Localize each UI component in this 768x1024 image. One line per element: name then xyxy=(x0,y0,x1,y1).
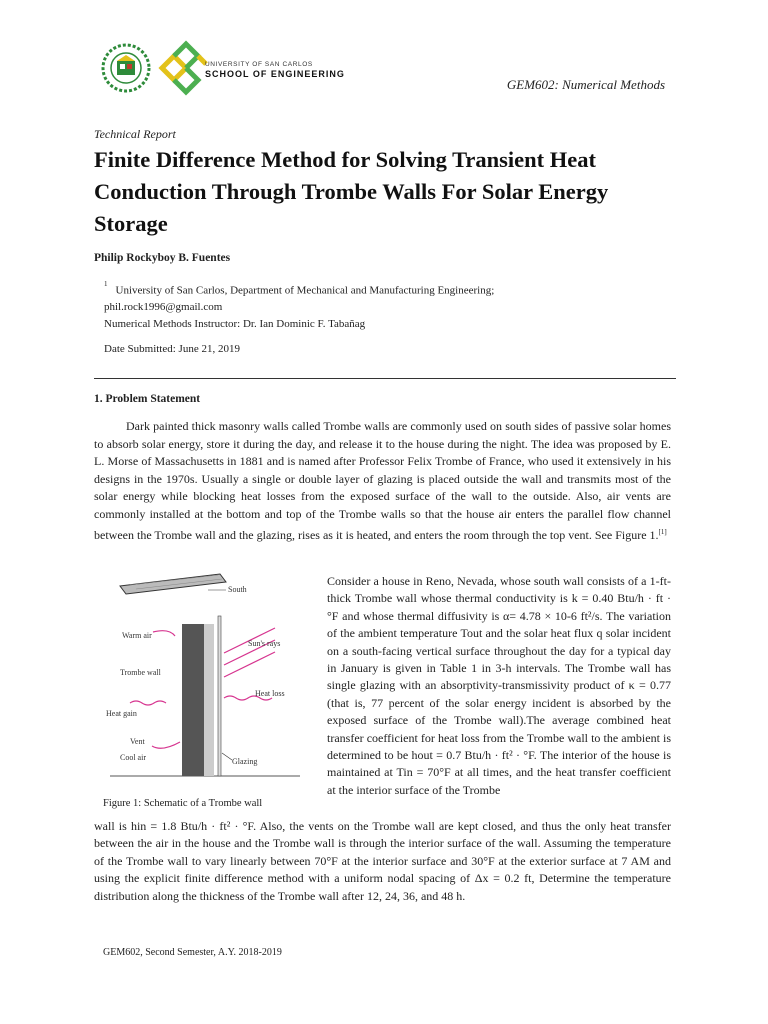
label-warm-air: Warm air xyxy=(122,631,152,640)
affiliation xyxy=(104,279,664,315)
date-submitted: Date Submitted: June 21, 2019 xyxy=(104,343,240,355)
label-heat-gain: Heat gain xyxy=(106,709,137,718)
label-trombe-wall: Trombe wall xyxy=(120,668,161,677)
roof xyxy=(120,574,226,594)
label-cool-air: Cool air xyxy=(120,753,146,762)
paper-title: Finite Difference Method for Solving Transient Heat Conduction Through Trombe Walls For Solar Energy Storage xyxy=(94,147,609,236)
affiliation-marker: 1 xyxy=(104,280,108,288)
engineering-knot-icon xyxy=(162,44,206,92)
paragraph xyxy=(94,418,671,544)
glazing-pane xyxy=(218,616,221,776)
citation-ref[interactable]: [1] xyxy=(658,527,667,536)
figure-caption: Figure 1: Schematic of a Trombe wall xyxy=(103,798,263,809)
author-name: Philip Rockyboy B. Fuentes xyxy=(94,252,231,264)
university-name: UNIVERSITY OF SAN CARLOS xyxy=(205,61,313,68)
label-south: South xyxy=(228,585,247,594)
author-email[interactable]: phil.rock1996@gmail.com xyxy=(104,300,223,313)
university-seal-icon xyxy=(100,40,210,96)
label-vent: Vent xyxy=(130,737,145,746)
affiliation-text: University of San Carlos, Department of Mechanical and Manufacturing Engineering; xyxy=(115,284,495,297)
divider xyxy=(94,378,676,379)
paragraph: Consider a house in Reno, Nevada, whose south wall consists of a 1-ft-thick Trombe wall whose thermal conductivity is k = 0.40 Btu/h · ft · °F and whose thermal diffusivity is α= 4.78 × 10-6 ft²/s. The variation of the ambient temperature Tout and the solar heat flux q solar incident on a south-facing vertical surface throughout the day for a typical day in January is given in Table 1 in 3-h intervals. The Trombe wall has single glazing with an absorptivity-transmissivity product of κ = 0.77 (that is, 77 percent of the solar energy incident is absorbed by the exposed surface of the Trombe wall).The average combined heat transfer coefficient for heat loss from the Trombe wall to the ambient is determined to be hout = 0.7 Btu/h · ft² · °F. The interior of the house is maintained at Tin = 70°F at all times, and the heat transfer coefficient at the interior surface of the Trombe xyxy=(327,574,671,797)
report-type: Technical Report xyxy=(94,127,176,141)
paragraph: wall is hin = 1.8 Btu/h · ft² · °F. Also, the vents on the Trombe wall are kept closed, and thus the only heat transfer between the air in the house and the Trombe wall is through the interior surface of the wall. Assuming the temperature of the Trombe wall to vary linearly between 70°F at the interior surface and 30°F at the exterior surface at 7 AM and using the explicit finite difference method with a uniform nodal spacing of Δx = 0.2 ft, Determine the temperature distribution along the thickness of the Trombe wall after 12, 24, 36, and 48 h. xyxy=(94,819,671,903)
label-suns-rays: Sun's rays xyxy=(248,639,281,648)
instructor-line: Numerical Methods Instructor: Dr. Ian Dominic F. Tabañag xyxy=(104,318,366,330)
trombe-wall-figure xyxy=(100,568,305,793)
paragraph-text: Dark painted thick masonry walls called Trombe walls are commonly used on south sides of passive solar homes to absorb solar energy, store it during the day, and release it to the house during the night. The idea was proposed by E. L. Morse of Massachusetts in 1881 and is named after Professor Felix Trombe of France, who used it extensively in his designs in the 1970s. Usually a single or double layer of glazing is placed outside the wall and transmits most of the solar energy while blocking heat losses from the exposed surface of the wall to the outside. Also, air vents are commonly installed at the bottom and top of the Trombe walls so that the house air enters the parallel flow channel between the Trombe wall and the glazing, rises as it is heated, and enters the room through the top vent. See Figure 1. xyxy=(94,419,671,542)
school-name: SCHOOL OF ENGINEERING xyxy=(205,69,345,79)
air-channel xyxy=(204,624,214,776)
trombe-wall-block xyxy=(182,624,204,776)
label-heat-loss: Heat loss xyxy=(255,689,285,698)
label-glazing: Glazing xyxy=(232,757,258,766)
school-logo xyxy=(100,40,340,96)
course-label: GEM602: Numerical Methods xyxy=(506,77,665,92)
section-heading: 1. Problem Statement xyxy=(94,393,201,405)
page-footer: GEM602, Second Semester, A.Y. 2018-2019 xyxy=(103,947,282,958)
